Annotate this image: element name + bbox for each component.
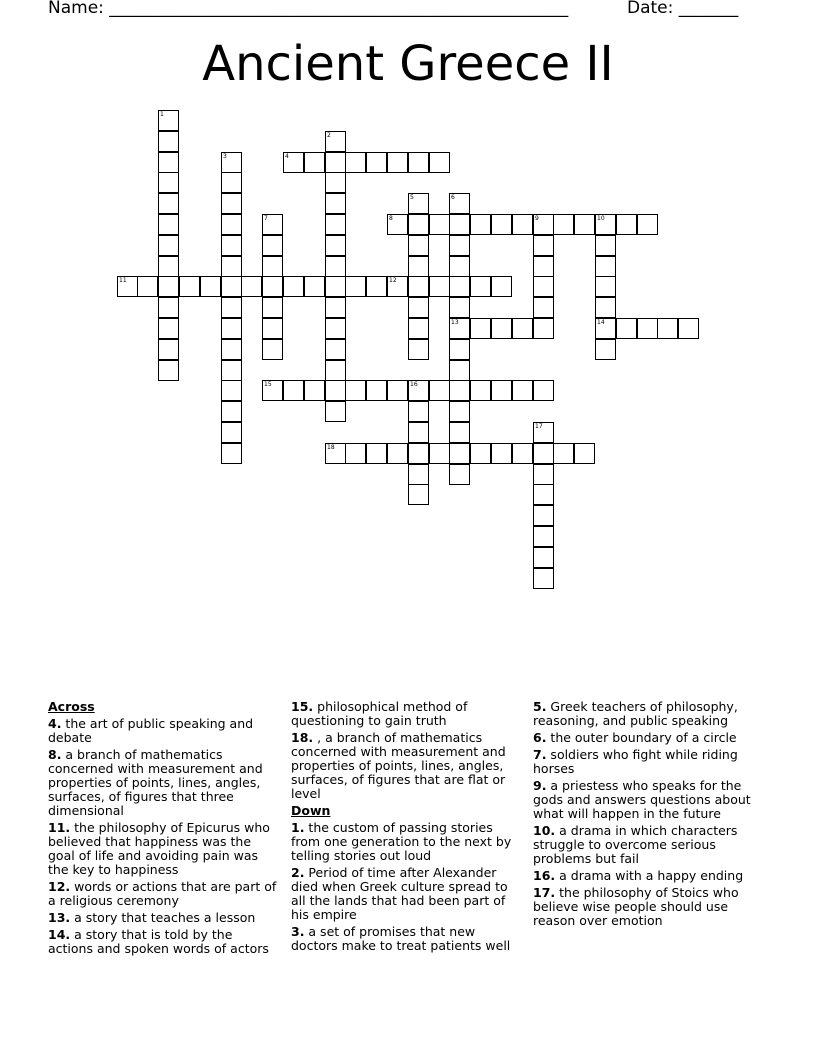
grid-cell[interactable] bbox=[221, 172, 242, 193]
clue-across-4: 4. the art of public speaking and debate bbox=[48, 716, 254, 745]
grid-cell[interactable] bbox=[533, 443, 554, 464]
clue-number: 6 bbox=[451, 194, 455, 201]
grid-cell[interactable] bbox=[325, 256, 346, 277]
grid-cell[interactable] bbox=[491, 318, 512, 339]
grid-cell[interactable] bbox=[262, 235, 283, 256]
grid-cell[interactable] bbox=[637, 318, 658, 339]
grid-cell[interactable] bbox=[241, 276, 262, 297]
grid-cell[interactable] bbox=[533, 297, 554, 318]
grid-cell[interactable] bbox=[158, 276, 179, 297]
page-title: Ancient Greece II bbox=[202, 36, 614, 92]
clue-number: 3 bbox=[223, 153, 227, 160]
grid-cell[interactable] bbox=[158, 256, 179, 277]
grid-cell[interactable] bbox=[158, 172, 179, 193]
clue-down-3: 3. a set of promises that new doctors make to treat patients well bbox=[291, 924, 511, 953]
grid-cell[interactable] bbox=[533, 276, 554, 297]
grid-cell[interactable] bbox=[262, 380, 283, 401]
grid-cell[interactable] bbox=[387, 380, 408, 401]
grid-cell[interactable] bbox=[221, 235, 242, 256]
grid-cell[interactable] bbox=[595, 318, 616, 339]
grid-cell[interactable] bbox=[512, 214, 533, 235]
grid-cell[interactable] bbox=[533, 464, 554, 485]
grid-cell[interactable] bbox=[158, 214, 179, 235]
grid-cell[interactable] bbox=[221, 318, 242, 339]
grid-cell[interactable] bbox=[158, 318, 179, 339]
grid-cell[interactable] bbox=[221, 152, 242, 173]
grid-cell[interactable] bbox=[408, 214, 429, 235]
clue-number: 12 bbox=[389, 277, 397, 284]
clue-number: 13 bbox=[451, 319, 459, 326]
grid-cell[interactable] bbox=[470, 214, 491, 235]
clue-number: 11 bbox=[119, 277, 127, 284]
grid-cell[interactable] bbox=[387, 152, 408, 173]
clue-number: 8 bbox=[389, 215, 393, 222]
clue-number: 14 bbox=[597, 319, 605, 326]
grid-cell[interactable] bbox=[158, 360, 179, 381]
clue-number: 15 bbox=[264, 381, 272, 388]
grid-cell[interactable] bbox=[345, 380, 366, 401]
grid-cell[interactable] bbox=[221, 297, 242, 318]
grid-cell[interactable] bbox=[470, 380, 491, 401]
grid-cell[interactable] bbox=[158, 193, 179, 214]
grid-cell[interactable] bbox=[470, 276, 491, 297]
grid-cell[interactable] bbox=[408, 256, 429, 277]
clue-down-16: 16. a drama with a happy ending bbox=[533, 868, 744, 883]
grid-cell[interactable] bbox=[387, 443, 408, 464]
grid-cell[interactable] bbox=[325, 235, 346, 256]
grid-cell[interactable] bbox=[449, 256, 470, 277]
name-field-label: Name: ______________________________________________________ bbox=[48, 0, 569, 18]
grid-cell[interactable] bbox=[221, 422, 242, 443]
grid-cell[interactable] bbox=[429, 380, 450, 401]
grid-cell[interactable] bbox=[158, 339, 179, 360]
clue-down-2: 2. Period of time after Alexander died when Greek culture spread to all the lands that had been part of his empire bbox=[291, 865, 508, 922]
grid-cell[interactable] bbox=[491, 443, 512, 464]
grid-cell[interactable] bbox=[470, 443, 491, 464]
grid-cell[interactable] bbox=[595, 339, 616, 360]
clue-down-9: 9. a priestess who speaks for the gods and answers questions about what will happen in the future bbox=[533, 778, 751, 821]
grid-cell[interactable] bbox=[449, 318, 470, 339]
clue-number: 4 bbox=[285, 153, 289, 160]
grid-cell[interactable] bbox=[470, 318, 491, 339]
clues-column-2 bbox=[291, 700, 521, 956]
grid-cell[interactable] bbox=[408, 297, 429, 318]
grid-cell[interactable] bbox=[574, 443, 595, 464]
grid-cell[interactable] bbox=[366, 443, 387, 464]
grid-cell[interactable] bbox=[449, 380, 470, 401]
clue-down-1: 1. the custom of passing stories from one generation to the next by telling stories out loud bbox=[291, 820, 512, 863]
grid-cell[interactable] bbox=[449, 214, 470, 235]
grid-cell[interactable] bbox=[429, 276, 450, 297]
grid-cell[interactable] bbox=[262, 214, 283, 235]
grid-cell[interactable] bbox=[678, 318, 699, 339]
clue-down-10: 10. a drama in which characters struggle to overcome serious problems but fail bbox=[533, 823, 738, 866]
grid-cell[interactable] bbox=[595, 276, 616, 297]
grid-cell[interactable] bbox=[158, 297, 179, 318]
grid-cell[interactable] bbox=[637, 214, 658, 235]
grid-cell[interactable] bbox=[449, 276, 470, 297]
grid-cell[interactable] bbox=[325, 193, 346, 214]
grid-cell[interactable] bbox=[449, 422, 470, 443]
grid-cell[interactable] bbox=[366, 276, 387, 297]
grid-cell[interactable] bbox=[512, 443, 533, 464]
grid-cell[interactable] bbox=[304, 276, 325, 297]
clue-number: 16 bbox=[410, 381, 418, 388]
grid-cell[interactable] bbox=[262, 339, 283, 360]
clue-number: 2 bbox=[327, 132, 331, 139]
across-heading: Across bbox=[48, 699, 95, 714]
grid-cell[interactable] bbox=[387, 276, 408, 297]
clues-column-3 bbox=[533, 700, 763, 931]
grid-cell[interactable] bbox=[262, 297, 283, 318]
grid-cell[interactable] bbox=[408, 318, 429, 339]
grid-cell[interactable] bbox=[533, 505, 554, 526]
grid-cell[interactable] bbox=[533, 318, 554, 339]
grid-cell[interactable] bbox=[449, 297, 470, 318]
clue-number: 10 bbox=[597, 215, 605, 222]
grid-cell[interactable] bbox=[325, 443, 346, 464]
grid-cell[interactable] bbox=[325, 401, 346, 422]
clue-down-5: 5. Greek teachers of philosophy, reasoning, and public speaking bbox=[533, 699, 738, 728]
grid-cell[interactable] bbox=[595, 297, 616, 318]
grid-cell[interactable] bbox=[221, 443, 242, 464]
grid-cell[interactable] bbox=[221, 193, 242, 214]
grid-cell[interactable] bbox=[512, 380, 533, 401]
grid-cell[interactable] bbox=[533, 484, 554, 505]
grid-cell[interactable] bbox=[325, 152, 346, 173]
grid-cell[interactable] bbox=[221, 339, 242, 360]
clue-number: 9 bbox=[535, 215, 539, 222]
grid-cell[interactable] bbox=[325, 131, 346, 152]
grid-cell[interactable] bbox=[221, 214, 242, 235]
clue-number: 7 bbox=[264, 215, 268, 222]
clue-across-11: 11. the philosophy of Epicurus who believed that happiness was the goal of life and avoiding pain was the key to happiness bbox=[48, 820, 270, 877]
grid-cell[interactable] bbox=[449, 235, 470, 256]
grid-cell[interactable] bbox=[283, 152, 304, 173]
grid-cell[interactable] bbox=[117, 276, 138, 297]
grid-cell[interactable] bbox=[595, 235, 616, 256]
grid-cell[interactable] bbox=[595, 214, 616, 235]
grid-cell[interactable] bbox=[408, 152, 429, 173]
clue-across-12: 12. words or actions that are part of a religious ceremony bbox=[48, 879, 277, 908]
grid-cell[interactable] bbox=[325, 318, 346, 339]
grid-cell[interactable] bbox=[345, 276, 366, 297]
grid-cell[interactable] bbox=[325, 339, 346, 360]
grid-cell[interactable] bbox=[262, 256, 283, 277]
grid-cell[interactable] bbox=[325, 214, 346, 235]
grid-cell[interactable] bbox=[221, 276, 242, 297]
clue-across-15: 15. philosophical method of questioning to gain truth bbox=[291, 699, 468, 728]
grid-cell[interactable] bbox=[158, 235, 179, 256]
grid-cell[interactable] bbox=[616, 214, 637, 235]
clue-across-14: 14. a story that is told by the actions and spoken words of actors bbox=[48, 927, 269, 956]
grid-cell[interactable] bbox=[179, 276, 200, 297]
grid-cell[interactable] bbox=[449, 360, 470, 381]
grid-cell[interactable] bbox=[533, 547, 554, 568]
grid-cell[interactable] bbox=[408, 484, 429, 505]
grid-cell[interactable] bbox=[345, 152, 366, 173]
grid-cell[interactable] bbox=[533, 380, 554, 401]
grid-cell[interactable] bbox=[491, 380, 512, 401]
grid-cell[interactable] bbox=[533, 214, 554, 235]
clue-across-13: 13. a story that teaches a lesson bbox=[48, 910, 256, 925]
clues-column-1 bbox=[48, 700, 278, 959]
grid-cell[interactable] bbox=[158, 152, 179, 173]
grid-cell[interactable] bbox=[283, 380, 304, 401]
grid-cell[interactable] bbox=[429, 214, 450, 235]
grid-cell[interactable] bbox=[221, 401, 242, 422]
clue-across-18: 18. , a branch of mathematics concerned with measurement and properties of points, lines, angles, surfaces, of figures that are flat or level bbox=[291, 730, 506, 801]
grid-cell[interactable] bbox=[158, 131, 179, 152]
grid-cell[interactable] bbox=[553, 443, 574, 464]
grid-cell[interactable] bbox=[533, 256, 554, 277]
grid-cell[interactable] bbox=[387, 214, 408, 235]
grid-cell[interactable] bbox=[553, 214, 574, 235]
clue-number: 1 bbox=[160, 111, 164, 118]
grid-cell[interactable] bbox=[304, 152, 325, 173]
grid-cell[interactable] bbox=[408, 339, 429, 360]
grid-cell[interactable] bbox=[408, 443, 429, 464]
grid-cell[interactable] bbox=[449, 443, 470, 464]
grid-cell[interactable] bbox=[221, 380, 242, 401]
grid-cell[interactable] bbox=[595, 256, 616, 277]
grid-cell[interactable] bbox=[345, 443, 366, 464]
grid-cell[interactable] bbox=[325, 360, 346, 381]
grid-cell[interactable] bbox=[158, 110, 179, 131]
grid-cell[interactable] bbox=[325, 276, 346, 297]
grid-cell[interactable] bbox=[137, 276, 158, 297]
grid-cell[interactable] bbox=[304, 380, 325, 401]
grid-cell[interactable] bbox=[408, 276, 429, 297]
grid-cell[interactable] bbox=[449, 193, 470, 214]
grid-cell[interactable] bbox=[533, 422, 554, 443]
clue-down-7: 7. soldiers who fight while riding horses bbox=[533, 747, 738, 776]
grid-cell[interactable] bbox=[533, 235, 554, 256]
grid-cell[interactable] bbox=[512, 318, 533, 339]
grid-cell[interactable] bbox=[262, 318, 283, 339]
grid-cell[interactable] bbox=[283, 276, 304, 297]
grid-cell[interactable] bbox=[657, 318, 678, 339]
clue-down-6: 6. the outer boundary of a circle bbox=[533, 730, 737, 745]
grid-cell[interactable] bbox=[574, 214, 595, 235]
clue-down-17: 17. the philosophy of Stoics who believe wise people should use reason over emotion bbox=[533, 885, 739, 928]
grid-cell[interactable] bbox=[533, 568, 554, 589]
grid-cell[interactable] bbox=[325, 297, 346, 318]
grid-cell[interactable] bbox=[449, 339, 470, 360]
grid-cell[interactable] bbox=[366, 380, 387, 401]
grid-cell[interactable] bbox=[429, 152, 450, 173]
clue-number: 18 bbox=[327, 444, 335, 451]
grid-cell[interactable] bbox=[491, 276, 512, 297]
grid-cell[interactable] bbox=[221, 256, 242, 277]
grid-cell[interactable] bbox=[408, 193, 429, 214]
grid-cell[interactable] bbox=[366, 152, 387, 173]
grid-cell[interactable] bbox=[325, 172, 346, 193]
grid-cell[interactable] bbox=[221, 360, 242, 381]
grid-cell[interactable] bbox=[200, 276, 221, 297]
grid-cell[interactable] bbox=[408, 401, 429, 422]
grid-cell[interactable] bbox=[449, 401, 470, 422]
grid-cell[interactable] bbox=[408, 464, 429, 485]
grid-cell[interactable] bbox=[449, 464, 470, 485]
clue-number: 5 bbox=[410, 194, 414, 201]
grid-cell[interactable] bbox=[491, 214, 512, 235]
down-heading: Down bbox=[291, 803, 331, 818]
grid-cell[interactable] bbox=[325, 380, 346, 401]
date-field-label: Date: _______ bbox=[627, 0, 739, 18]
clue-number: 17 bbox=[535, 423, 543, 430]
grid-cell[interactable] bbox=[408, 380, 429, 401]
grid-cell[interactable] bbox=[408, 422, 429, 443]
clue-across-8: 8. a branch of mathematics concerned with measurement and properties of points, lines, angles, surfaces, of figures that three dimensional bbox=[48, 747, 263, 818]
grid-cell[interactable] bbox=[533, 526, 554, 547]
grid-cell[interactable] bbox=[616, 318, 637, 339]
grid-cell[interactable] bbox=[262, 276, 283, 297]
grid-cell[interactable] bbox=[429, 443, 450, 464]
grid-cell[interactable] bbox=[408, 235, 429, 256]
